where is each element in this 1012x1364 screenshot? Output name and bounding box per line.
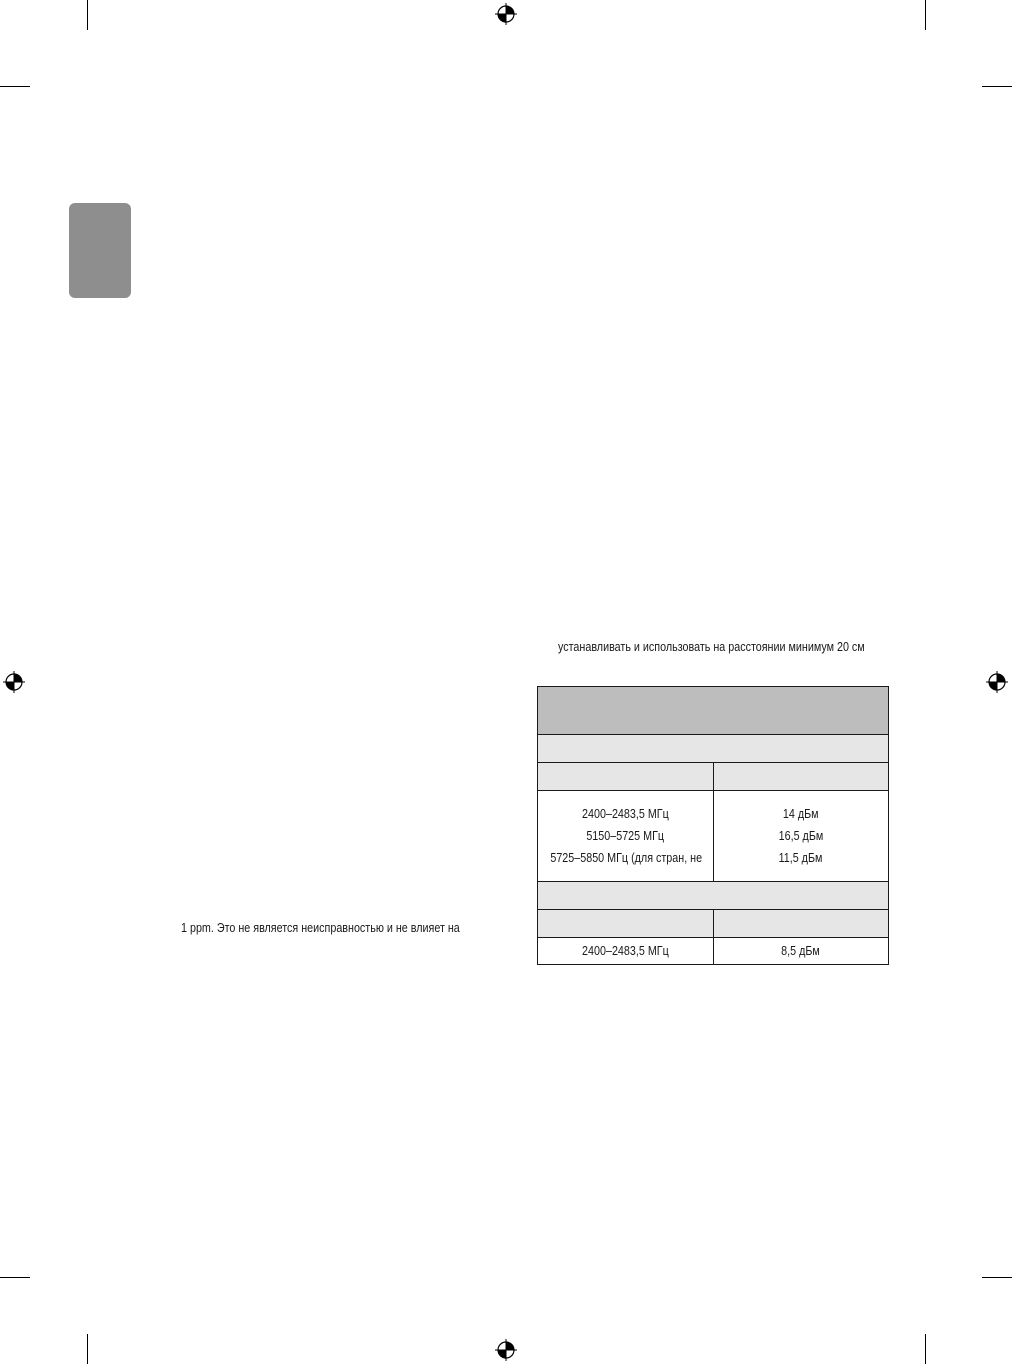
frequency-column-header-1 <box>538 763 714 791</box>
frequency-value: 2400–2483,5 МГц <box>581 944 669 958</box>
table-header-cell <box>538 687 889 735</box>
power-column-header-1 <box>713 763 889 791</box>
crop-mark-bottom-left-vertical <box>87 1334 88 1364</box>
table-section-row-1 <box>538 735 889 763</box>
power-value: 16,5 дБм <box>778 829 824 843</box>
right-column-text-line: устанавливать и использовать на расстоянии минимум 20 см <box>558 640 865 654</box>
table-header-row <box>538 687 889 735</box>
registration-mark-left-icon <box>3 671 25 693</box>
registration-mark-bottom-icon <box>495 1339 517 1361</box>
section-cell-2 <box>538 882 889 910</box>
table-row <box>538 938 889 965</box>
power-cell-single <box>713 938 889 965</box>
frequency-value: 5725–5850 МГц (для стран, не <box>550 851 703 865</box>
registration-mark-right-icon <box>986 671 1008 693</box>
crop-mark-bottom-left-horizontal <box>0 1277 30 1278</box>
table-column-header-row-1 <box>538 763 889 791</box>
crop-mark-bottom-right-horizontal <box>982 1277 1012 1278</box>
language-tab <box>69 203 131 298</box>
section-cell-1 <box>538 735 889 763</box>
power-value: 14 дБм <box>782 807 819 821</box>
frequency-cell-multi <box>538 791 714 882</box>
power-cell-multi <box>713 791 889 882</box>
frequency-value: 5150–5725 МГц <box>586 829 665 843</box>
frequency-column-header-2 <box>538 910 714 938</box>
crop-mark-top-left-vertical <box>87 0 88 30</box>
table-column-header-row-2 <box>538 910 889 938</box>
crop-mark-top-left-horizontal <box>0 86 30 87</box>
registration-mark-top-icon <box>495 3 517 25</box>
wireless-spec-table <box>537 686 889 965</box>
crop-mark-bottom-right-vertical <box>925 1334 926 1364</box>
frequency-value: 2400–2483,5 МГц <box>581 807 669 821</box>
table-section-row-2 <box>538 882 889 910</box>
power-column-header-2 <box>713 910 889 938</box>
crop-mark-top-right-vertical <box>925 0 926 30</box>
frequency-cell-single <box>538 938 714 965</box>
power-value: 11,5 дБм <box>778 851 823 865</box>
table-row <box>538 791 889 882</box>
crop-mark-top-right-horizontal <box>982 86 1012 87</box>
left-column-text-line: 1 ppm. Это не является неисправностью и не влияет на <box>181 921 460 935</box>
power-value: 8,5 дБм <box>781 944 821 958</box>
